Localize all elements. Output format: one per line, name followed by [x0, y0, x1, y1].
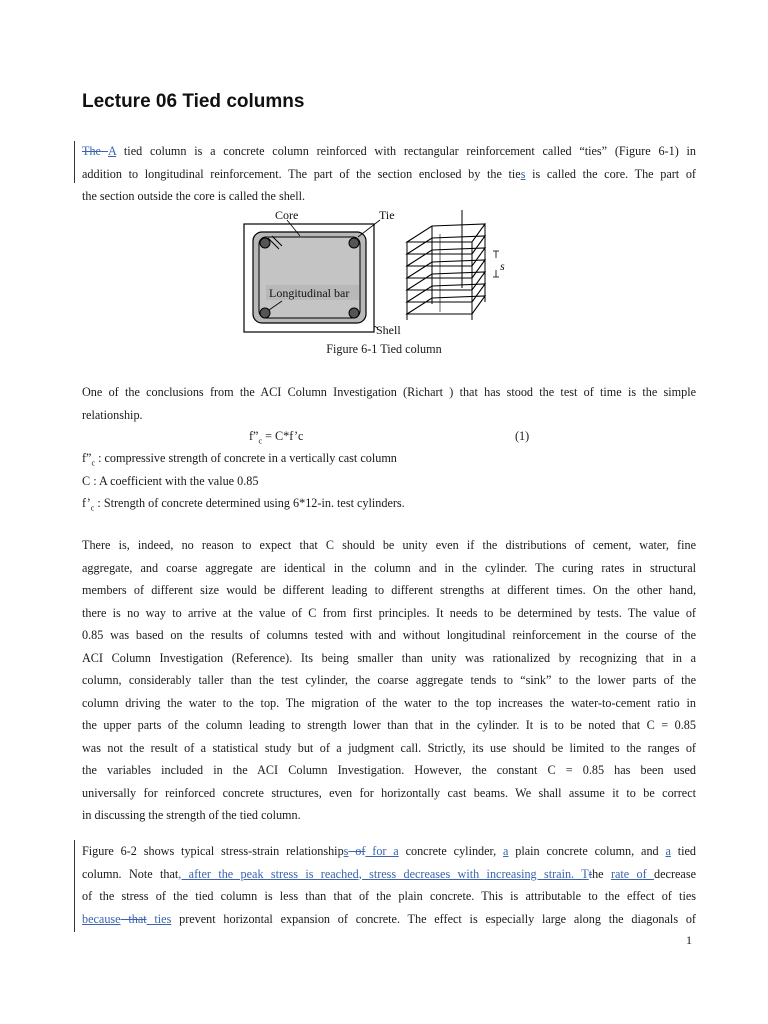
definition-list: [82, 447, 696, 515]
tracked-insertion: for a: [365, 844, 399, 858]
text-span: Figure 6-2 shows typical stress-strain relationship: [82, 844, 344, 858]
tracked-insertion: rate of: [610, 866, 655, 881]
tie-rings: [407, 224, 485, 314]
tracked-insertion: because: [82, 911, 121, 926]
text-line: the variables included in the ACI Column Investigation. However, the constant C = 0.85 has been used: [82, 763, 696, 777]
text-span: addition to longitudinal reinforcement. The part of the section enclosed by the tie: [82, 166, 521, 181]
definition-subscript: c: [91, 458, 96, 468]
tie-outline: [259, 237, 360, 318]
longitudinal-bar: [349, 308, 359, 318]
text-line: [82, 908, 696, 931]
paragraph-aci: [82, 381, 696, 426]
text-line: aggregate, and coarse aggregate are identical in the column and in the cylinder. The curing rates in structural: [82, 560, 696, 575]
longitudinal-bar: [349, 238, 359, 248]
text-span: concrete cylinder,: [398, 844, 504, 858]
definition-subscript: c: [90, 503, 95, 513]
spacing-indicator: [493, 251, 499, 277]
definition-item: [82, 492, 696, 515]
tracked-insertion: a: [665, 844, 671, 858]
text-span: decrease: [654, 866, 696, 881]
text-line: 0.85 was based on the results of columns tested with and without longitudinal reinforcement in the course of the: [82, 628, 696, 642]
text-line: relationship.: [82, 407, 143, 422]
tracked-insertion: s: [343, 844, 349, 858]
text-line: universally for reinforced concrete structures, even for horizontally cast beams. We shall assume it to be correct: [82, 785, 696, 800]
text-span: plain concrete column, and: [508, 844, 666, 858]
label-shell: Shell: [376, 323, 401, 337]
tie-ring: [407, 296, 485, 314]
text-span: he: [592, 866, 611, 881]
definition-item: [82, 470, 696, 493]
definition-symbol: C: [82, 473, 91, 488]
definition-text: : compressive strength of concrete in a vertically cast column: [95, 451, 397, 465]
text-span: column. Note that: [82, 866, 179, 881]
paragraph-stress-strain: [82, 840, 696, 930]
text-line: [82, 163, 696, 186]
label-longitudinal-bar: Longitudinal bar: [269, 286, 350, 300]
text-line: members of different size would be different leading to different strengths at different times. On the other hand,: [82, 583, 696, 597]
tie-ring: [407, 260, 485, 278]
text-span: is called the core. The part of: [525, 166, 696, 181]
label-spacing: s: [500, 259, 505, 273]
definition-text: : A coefficient with the value 0.85: [90, 473, 259, 488]
tracked-insertion: a: [503, 844, 509, 858]
text-span: tied column is a concrete column reinforced with rectangular reinforcement called “ties” (Figure 6-1) in: [116, 144, 696, 158]
paragraph-intro: [82, 140, 696, 208]
label-tie: Tie: [379, 208, 395, 222]
page-title: Lecture 06 Tied columns: [82, 91, 305, 112]
longitudinal-bar: [260, 238, 270, 248]
figure-caption: Figure 6-1 Tied column: [326, 342, 442, 356]
tracked-insertion: ties: [146, 911, 172, 926]
tie-ring: [407, 284, 485, 302]
longitudinal-bar: [260, 308, 270, 318]
equation-subscript: c: [258, 436, 263, 446]
label-core: Core: [275, 208, 299, 222]
text-line: in discussing the strength of the tied column.: [82, 808, 301, 822]
tracked-deletion: t: [588, 866, 593, 881]
tie-ring: [407, 248, 485, 266]
definition-item: [82, 447, 696, 470]
equation: [249, 426, 303, 446]
text-line: There is, indeed, no reason to expect that C should be unity even if the distributions of cement, water, fine: [82, 538, 696, 552]
text-line: One of the conclusions from the ACI Column Investigation (Richart ) that has stood the test of time is the simple: [82, 385, 696, 399]
change-bar: [74, 141, 75, 183]
tracked-deletion: of: [348, 844, 366, 858]
text-span: prevent horizontal expansion of concrete. The effect is especially large along the diagonals of: [171, 911, 696, 926]
figure-tied-column: [242, 206, 512, 342]
tracked-deletion: The: [82, 144, 109, 158]
text-line: the section outside the core is called the shell.: [82, 189, 306, 203]
text-line: the upper parts of the column leading to strength lower than that in the cylinder. It is to be noted that C = 0.85: [82, 718, 696, 732]
text-line: there is no way to arrive at the value of C from first principles. It needs to be determined by tests. The value of: [82, 605, 696, 620]
change-bar: [74, 840, 75, 932]
text-span: tied: [670, 844, 697, 858]
definition-symbol: f”: [82, 451, 92, 465]
tie-ring: [407, 224, 485, 242]
equation-lhs: f”: [249, 429, 259, 443]
equation-rhs: = C*f’c: [262, 429, 304, 443]
definition-symbol: f’: [82, 496, 91, 510]
text-line: [82, 140, 696, 163]
text-line: [82, 840, 696, 863]
tracked-insertion: s: [520, 166, 526, 181]
text-line: column driving the water to the top. The migration of the water to the top increases the water-to-cement ratio in: [82, 695, 696, 710]
equation-number: (1): [515, 429, 530, 443]
text-line: [82, 863, 696, 886]
page-number: 1: [686, 933, 692, 947]
text-line: was not the result of a statistical study but of a judgment call. Strictly, its use should be limited to the ranges of: [82, 740, 696, 755]
definition-text: : Strength of concrete determined using 6*12-in. test cylinders.: [94, 496, 405, 510]
paragraph-discussion: [82, 534, 696, 827]
text-line: ACI Column Investigation (Reference). Its being smaller than unity was rationalized by recognizing that in a: [82, 650, 696, 665]
tracked-insertion: A: [108, 144, 117, 158]
text-line: column, considerably taller than the test cylinder, the coarse aggregate tends to “sink” to the lower parts of the: [82, 673, 696, 687]
tie-ring: [407, 272, 485, 290]
tracked-deletion: that: [120, 911, 147, 926]
text-line: of the stress of the tied column is less than that of the plain concrete. This is attributable to the effect of ties: [82, 889, 696, 903]
tie-ring: [407, 236, 485, 254]
tracked-insertion: , after the peak stress is reached, stress decreases with increasing strain. T: [178, 866, 589, 881]
